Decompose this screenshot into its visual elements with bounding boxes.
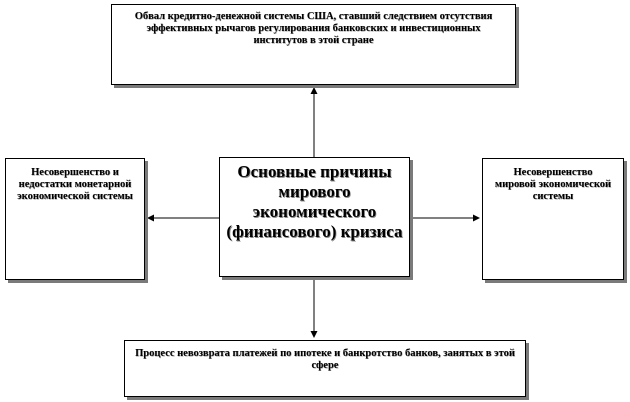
mortgage-default-text: Процесс невозврата платежей по ипотеке и банкротство банков, занятых в этой сфере (135, 348, 515, 371)
world-economic-system-flaws-box (482, 158, 624, 280)
main-causes-box (219, 157, 410, 277)
world-economic-system-flaws-text: Несовершенство мировой экономической системы (494, 167, 612, 202)
monetary-system-flaws-text: Несовершенство и недостатки монетарной экономической системы (17, 167, 133, 202)
us-credit-system-collapse-text: Обвал кредитно-денежной системы США, ставший следствием отсутствия эффективных рычагов регулирования банковских и инвестиционных институтов в этой стране (134, 11, 493, 46)
main-causes-title: Основные причины мирового экономического (финансового) кризиса (226, 162, 403, 241)
mortgage-default-box (124, 340, 526, 397)
monetary-system-flaws-box (5, 158, 145, 280)
us-credit-system-collapse-box (111, 4, 516, 85)
